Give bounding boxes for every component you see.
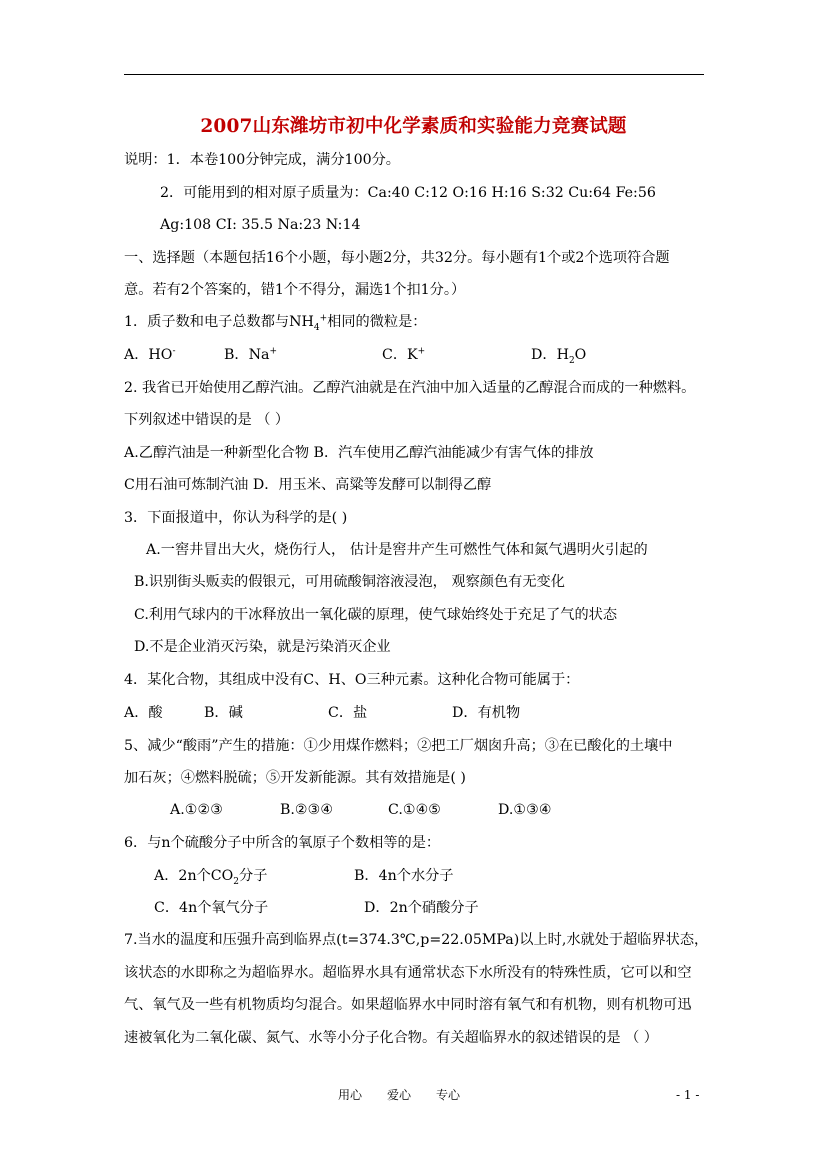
page-number: - 1 - (676, 1088, 700, 1102)
question-7-line-1: 7.当水的温度和压强升高到临界点(t=374.3℃,p=22.05MPa)以上时,水就处于超临界状态， (124, 932, 709, 948)
question-1-option-d-text: D．H (531, 347, 569, 363)
question-2-line-4: C用石油可炼制汽油 D．用玉米、高粱等发酵可以制得乙醇 (124, 477, 492, 493)
question-7-line-4: 速被氧化为二氧化碳、氮气、水等小分子化合物。有关超临界水的叙述错误的是 （ ） (124, 1030, 658, 1046)
question-1-option-a (124, 345, 175, 365)
question-7-line-3: 气、氧气及一些有机物质均匀混合。如果超临界水中同时溶有氧气和有机物，则有机物可迅 (124, 997, 692, 1013)
question-6-option-d: D．2n个硝酸分子 (364, 900, 479, 916)
question-3-option-a: A.一窖井冒出大火，烧伤行人， 估计是窖井产生可燃性气体和氮气遇明火引起的 (146, 542, 648, 558)
question-1-option-b-superscript: + (269, 346, 278, 357)
question-4-option-d: D．有机物 (452, 705, 521, 721)
question-7-line-2: 该状态的水即称之为超临界水。超临界水具有通常状态下水所没有的特殊性质，它可以和空 (124, 965, 692, 981)
question-1-option-c-superscript: + (417, 346, 426, 357)
footer-motto-1: 用心 (338, 1088, 363, 1102)
question-4-option-a: A．酸 (124, 705, 163, 721)
question-6-option-b: B．4n个水分子 (354, 868, 454, 884)
question-6-option-a-subscript: 2 (233, 876, 240, 887)
question-6-options-row-1 (124, 866, 724, 886)
footer-motto-3: 专心 (436, 1088, 461, 1102)
question-4-options (124, 703, 724, 723)
question-3-stem: 3．下面报道中，你认为科学的是( ) (124, 510, 348, 526)
question-2-line-3: A.乙醇汽油是一种新型化合物 B．汽车使用乙醇汽油能减少有害气体的排放 (124, 445, 594, 461)
footer-motto-2: 爱心 (387, 1088, 412, 1102)
question-5-line-2: 加石灰；④燃料脱硫；⑤开发新能源。其有效措施是( ) (124, 770, 466, 786)
page-title: 2007山东潍坊市初中化学素质和实验能力竞赛试题 (200, 116, 627, 137)
question-5-options (124, 800, 724, 820)
question-1-option-a-superscript: - (172, 346, 176, 357)
section-heading-line-1: 一、选择题（本题包括16个小题，每小题2分，共32分。每小题有1个或2个选项符合题 (124, 250, 670, 266)
question-1-stem-text: 1．质子数和电子总数都与NH (124, 314, 314, 330)
instruction-line-1: 说明：1．本卷100分钟完成，满分100分。 (124, 152, 400, 168)
question-1-options (124, 345, 724, 365)
question-2-line-2: 下列叙述中错误的是 （ ） (124, 412, 290, 428)
question-1-option-b (224, 345, 277, 365)
question-6-stem: 6．与n个硫酸分子中所含的氧原子个数相等的是： (124, 835, 441, 851)
question-1-option-d (531, 345, 586, 365)
question-1-option-a-text: A．HO (124, 347, 173, 363)
question-4-option-c: C．盐 (328, 705, 368, 721)
question-1-option-d-tail: O (574, 347, 587, 363)
question-1-option-d-subscript: 2 (568, 355, 575, 366)
question-1-stem (124, 312, 427, 332)
question-6-option-c: C．4n个氧气分子 (154, 900, 269, 916)
question-4-option-b: B．碱 (204, 705, 243, 721)
question-5-line-1: 5、减少“酸雨”产生的措施：①少用煤作燃料；②把工厂烟囱升高；③在已酸化的土壤中 (124, 738, 673, 754)
instruction-line-2: 2．可能用到的相对原子质量为：Ca:40 C:12 O:16 H:16 S:32 Cu:64 Fe:56 (160, 185, 656, 201)
question-5-option-c: C.①④⑤ (388, 802, 442, 818)
header-rule (124, 74, 704, 75)
question-1-option-b-text: B．Na (224, 347, 270, 363)
question-4-stem: 4．某化合物，其组成中没有C、H、O三种元素。这种化合物可能属于： (124, 672, 580, 688)
question-1-option-c (382, 345, 425, 365)
question-3-option-b: B.识别街头贩卖的假银元，可用硫酸铜溶液浸泡， 观察颜色有无变化 (134, 574, 565, 590)
question-6-options-row-2 (124, 898, 724, 918)
question-5-option-b: B.②③④ (280, 802, 334, 818)
section-heading-line-2: 意。若有2个答案的，错1个不得分，漏选1个扣1分。） (124, 282, 466, 298)
question-5-option-d: D.①③④ (498, 802, 552, 818)
question-2-line-1: 2. 我省已开始使用乙醇汽油。乙醇汽油就是在汽油中加入适量的乙醇混合而成的一种燃料。 (124, 380, 696, 396)
question-1-option-c-text: C．K (382, 347, 418, 363)
question-3-option-d: D.不是企业消灭污染，就是污染消灭企业 (134, 639, 391, 655)
question-1-stem-superscript: + (319, 313, 328, 324)
question-3-option-c: C.利用气球内的干冰释放出一氧化碳的原理，使气球始终处于充足了气的状态 (134, 607, 618, 623)
question-6-option-a (154, 866, 267, 886)
question-6-option-a-text: A．2n个CO (154, 868, 234, 884)
question-6-option-a-tail: 分子 (239, 868, 268, 884)
question-1-stem-tail: 相同的微粒是： (327, 314, 427, 330)
question-5-option-a: A.①②③ (170, 802, 223, 818)
question-1-stem-subscript: 4 (313, 322, 320, 333)
instruction-line-3: Ag:108 CI: 35.5 Na:23 N:14 (160, 217, 361, 233)
